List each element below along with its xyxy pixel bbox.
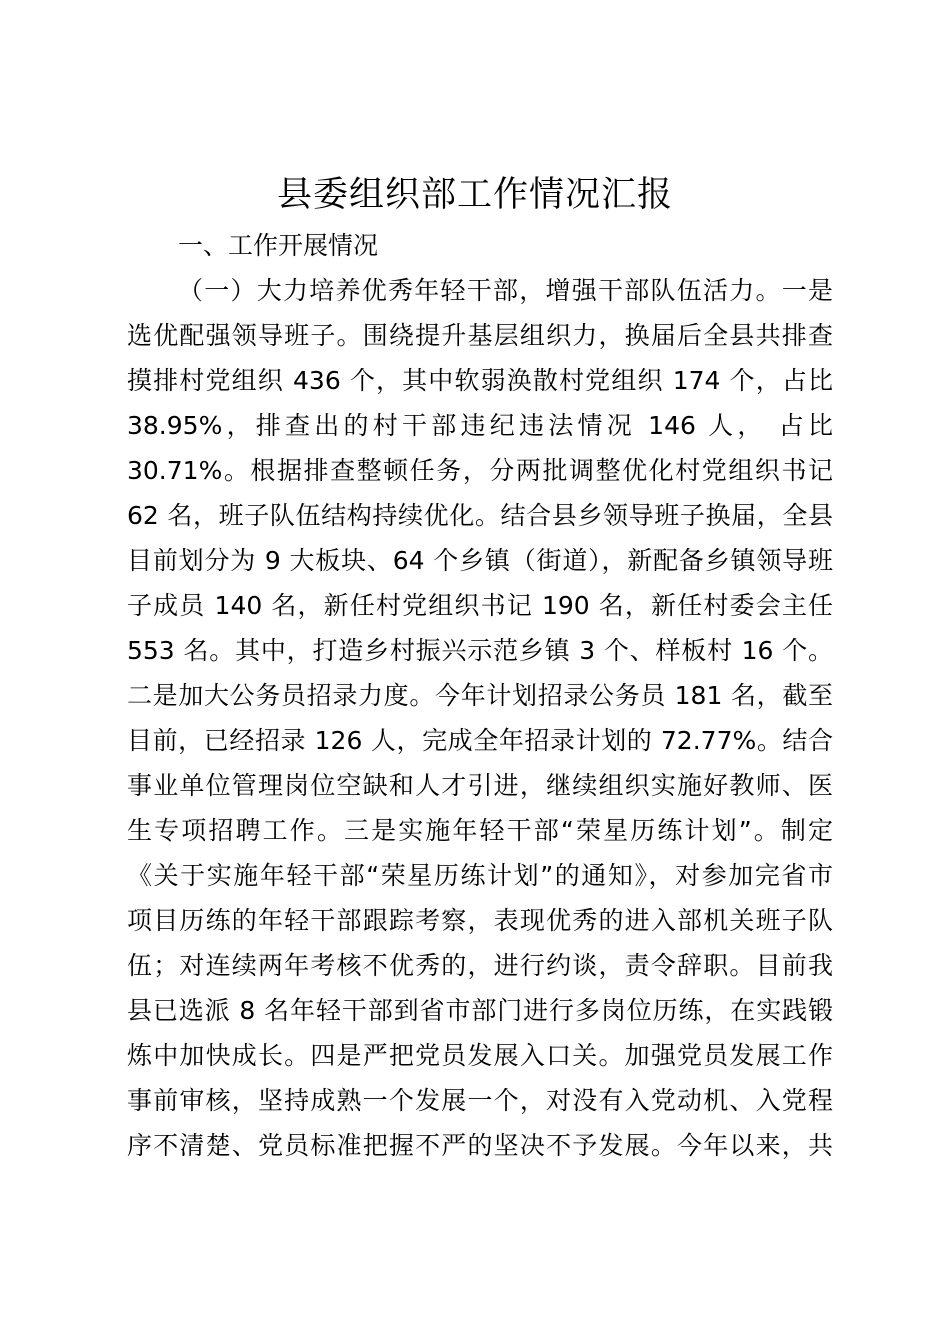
body-line: 目前，已经招录 126 人，完成全年招录计划的 72.77%。结合 (127, 726, 833, 755)
body-line: 摸排村党组织 436 个，其中软弱涣散村党组织 174 个，占比 (127, 366, 833, 395)
body-line: 选优配强领导班子。围绕提升基层组织力，换届后全县共排查 (127, 321, 833, 350)
body-line: 事前审核，坚持成熟一个发展一个，对没有入党动机、入党程 (127, 1086, 833, 1115)
body-line: 序不清楚、党员标准把握不严的坚决不予发展。今年以来，共 (127, 1131, 833, 1160)
document-title: 县委组织部工作情况汇报 (276, 175, 673, 215)
body-line: 炼中加快成长。四是严把党员发展入口关。加强党员发展工作 (127, 1041, 833, 1070)
body-line: 项目历练的年轻干部跟踪考察，表现优秀的进入部机关班子队 (127, 906, 833, 935)
body-line: 事业单位管理岗位空缺和人才引进，继续组织实施好教师、医 (127, 771, 833, 800)
body-line: 30.71%。根据排查整顿任务，分两批调整优化村党组织书记 (127, 456, 833, 485)
body-line: 子成员 140 名，新任村党组织书记 190 名，新任村委会主任 (127, 591, 833, 620)
body-line: 生专项招聘工作。三是实施年轻干部“荣星历练计划”。制定 (127, 816, 833, 845)
body-line: （一）大力培养优秀年轻干部，增强干部队伍活力。一是 (178, 276, 833, 305)
body-line: 《关于实施年轻干部“荣星历练计划”的通知》，对参加完省市 (127, 861, 833, 890)
section-heading: 一、工作开展情况 (178, 231, 379, 260)
body-line: 目前划分为 9 大板块、64 个乡镇（街道），新配备乡镇领导班 (127, 546, 833, 575)
body-line: 38.95%，排查出的村干部违纪违法情况 146 人， 占比 (127, 411, 833, 440)
body-line: 553 名。其中，打造乡村振兴示范乡镇 3 个、样板村 16 个。 (127, 636, 833, 665)
body-line: 县已选派 8 名年轻干部到省市部门进行多岗位历练，在实践锻 (127, 996, 833, 1025)
body-line: 二是加大公务员招录力度。今年计划招录公务员 181 名，截至 (127, 681, 833, 710)
body-line: 伍；对连续两年考核不优秀的，进行约谈，责令辞职。目前我 (127, 951, 833, 980)
body-line: 62 名，班子队伍结构持续优化。结合县乡领导班子换届，全县 (127, 501, 833, 530)
